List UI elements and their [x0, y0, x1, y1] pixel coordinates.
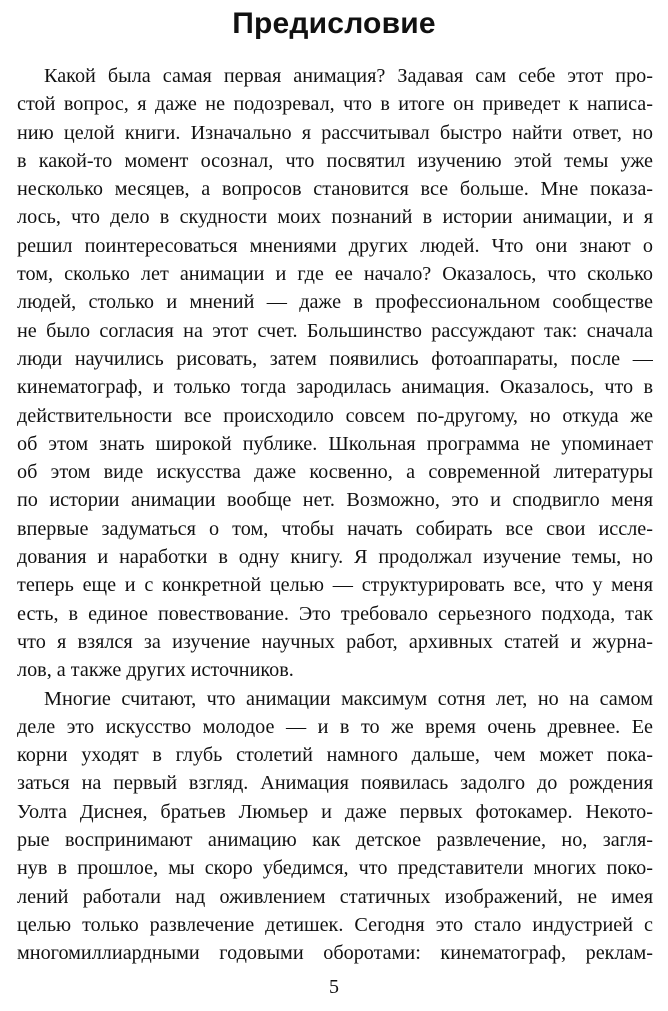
text-line: рые воспринимают анимацию как детское развлечение, но, загля-: [17, 829, 653, 852]
text-line: Какой была самая первая анимация? Задавая сам себе этот про-: [44, 65, 653, 87]
text-line: об этом знать широкой публике. Школьная программа не упоминает: [17, 432, 653, 455]
text-line: корни уходят в глубь столетий намного дальше, чем может пока-: [17, 744, 653, 767]
text-line: целью только развлечение детишек. Сегодня это стало индустрией с: [17, 913, 653, 936]
page-number: 5: [329, 976, 339, 998]
text-line: впервые задуматься о том, чтобы начать собирать все свои иссле-: [17, 517, 653, 540]
paragraph-1: [17, 62, 653, 685]
text-line: стой вопрос, я даже не подозревал, что в итоге он приведет к написа-: [17, 93, 653, 116]
body-text: [17, 62, 653, 968]
text-line: несколько месяцев, а вопросов становится все больше. Мне показа-: [17, 178, 653, 201]
text-line: решил поинтересоваться мнениями других людей. Что они знают о: [17, 234, 653, 257]
paragraph-2: [17, 685, 653, 968]
text-line: люди научились рисовать, затем появились фотоаппараты, после —: [17, 347, 653, 370]
text-line: не было согласия на этот счет. Большинство рассуждают так: сначала: [17, 319, 653, 342]
text-line: нув в прошлое, мы скоро убедимся, что представители многих поко-: [17, 857, 653, 880]
text-line: действительности все происходило совсем по-другому, но откуда же: [17, 404, 653, 427]
chapter-title: Предисловие: [232, 7, 436, 40]
text-line: кинематограф, и только тогда зародилась анимация. Оказалось, что в: [17, 376, 653, 399]
text-line: по истории анимации вообще нет. Возможно, это и сподвигло меня: [17, 489, 653, 512]
text-line: в какой-то момент осознал, что посвятил изучению этой темы уже: [17, 149, 653, 172]
text-line: деле это искусство молодое — и в то же время очень древнее. Ее: [17, 715, 653, 738]
text-line: том, сколько лет анимации и где ее начало? Оказалось, что сколько: [17, 263, 653, 286]
text-line: людей, столько и мнений — даже в профессиональном сообществе: [17, 291, 653, 314]
text-line: заться на первый взгляд. Анимация появилась задолго до рождения: [17, 772, 653, 795]
text-line: нию целой книги. Изначально я рассчитывал быстро найти ответ, но: [17, 121, 653, 144]
text-line: теперь еще и с конкретной целью — структурировать все, что у меня: [17, 574, 653, 597]
text-line: Уолта Диснея, братьев Люмьер и даже первых фотокамер. Некото-: [17, 800, 653, 823]
text-line: что я взялся за изучение научных работ, архивных статей и журна-: [17, 630, 653, 653]
text-line: есть, в единое повествование. Это требовало серьезного подхода, так: [17, 602, 653, 625]
text-line: дования и наработки в одну книгу. Я продолжал изучение темы, но: [17, 546, 653, 569]
text-line: многомиллиардными годовыми оборотами: кинематограф, реклам-: [17, 942, 653, 965]
text-line: об этом виде искусства даже косвенно, а современной литературы: [17, 461, 653, 484]
text-line: лось, что дело в скудности моих познаний в истории анимации, и я: [17, 206, 653, 229]
text-line: Многие считают, что анимации максимум сотня лет, но на самом: [44, 687, 653, 710]
text-line: лов, а также других источников.: [17, 659, 294, 682]
text-line: лений работали над оживлением статичных изображений, не имея: [17, 885, 653, 908]
